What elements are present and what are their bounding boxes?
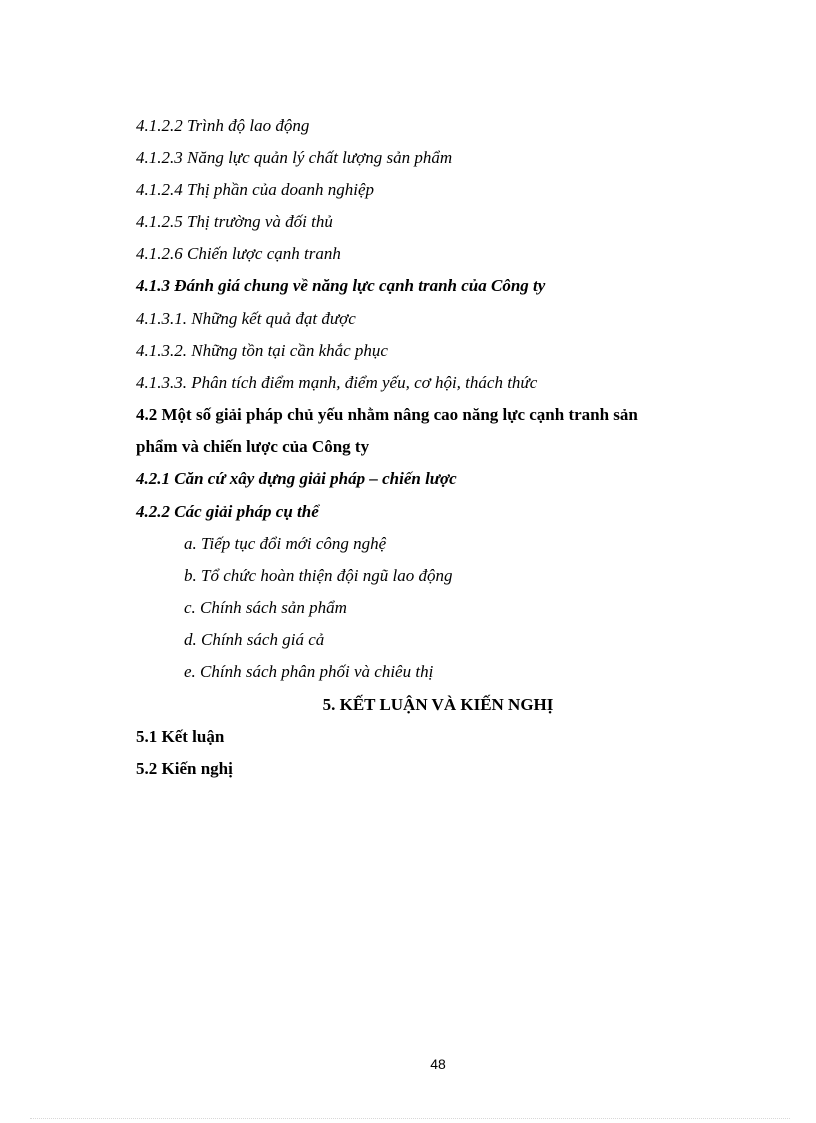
toc-entry-4-1-3-3: 4.1.3.3. Phân tích điểm mạnh, điểm yếu, cơ hội, thách thức [136, 373, 538, 392]
toc-entry-5-2: 5.2 Kiến nghị [136, 759, 233, 778]
toc-entry-4-1-3: 4.1.3 Đánh giá chung về năng lực cạnh tranh của Công ty [136, 276, 546, 295]
toc-heading-4-2-line1: 4.2 Một số giải pháp chủ yếu nhằm nâng cao năng lực cạnh tranh sản [136, 405, 638, 424]
toc-entry-4-1-2-2: 4.1.2.2 Trình độ lao động [136, 116, 310, 135]
toc-entry-4-1-3-2: 4.1.3.2. Những tồn tại cần khắc phục [136, 341, 388, 360]
page-bottom-divider [30, 1118, 790, 1119]
toc-entry-4-2-2: 4.2.2 Các giải pháp cụ thể [136, 502, 319, 521]
toc-entry-4-1-2-5: 4.1.2.5 Thị trường và đối thủ [136, 212, 333, 231]
toc-subitem-d: d. Chính sách giá cả [184, 630, 325, 649]
toc-entry-4-1-3-1: 4.1.3.1. Những kết quả đạt được [136, 309, 356, 328]
page-number: 48 [430, 1056, 446, 1072]
toc-heading-4-2-line2: phẩm và chiến lược của Công ty [136, 437, 370, 456]
toc-entry-4-1-2-3: 4.1.2.3 Năng lực quản lý chất lượng sản phẩm [136, 148, 453, 167]
section-heading-5: 5. KẾT LUẬN VÀ KIẾN NGHỊ [322, 695, 554, 714]
toc-subitem-a: a. Tiếp tục đổi mới công nghệ [184, 534, 387, 553]
toc-subitem-b: b. Tổ chức hoàn thiện đội ngũ lao động [184, 566, 453, 585]
toc-subitem-c: c. Chính sách sản phẩm [184, 598, 347, 617]
toc-entry-4-2-1: 4.2.1 Căn cứ xây dựng giải pháp – chiến lược [136, 469, 457, 488]
toc-subitem-e: e. Chính sách phân phối và chiêu thị [184, 662, 434, 681]
toc-entry-4-1-2-6: 4.1.2.6 Chiến lược cạnh tranh [136, 244, 341, 263]
toc-entry-5-1: 5.1 Kết luận [136, 727, 225, 746]
toc-entry-4-1-2-4: 4.1.2.4 Thị phần của doanh nghiệp [136, 180, 374, 199]
